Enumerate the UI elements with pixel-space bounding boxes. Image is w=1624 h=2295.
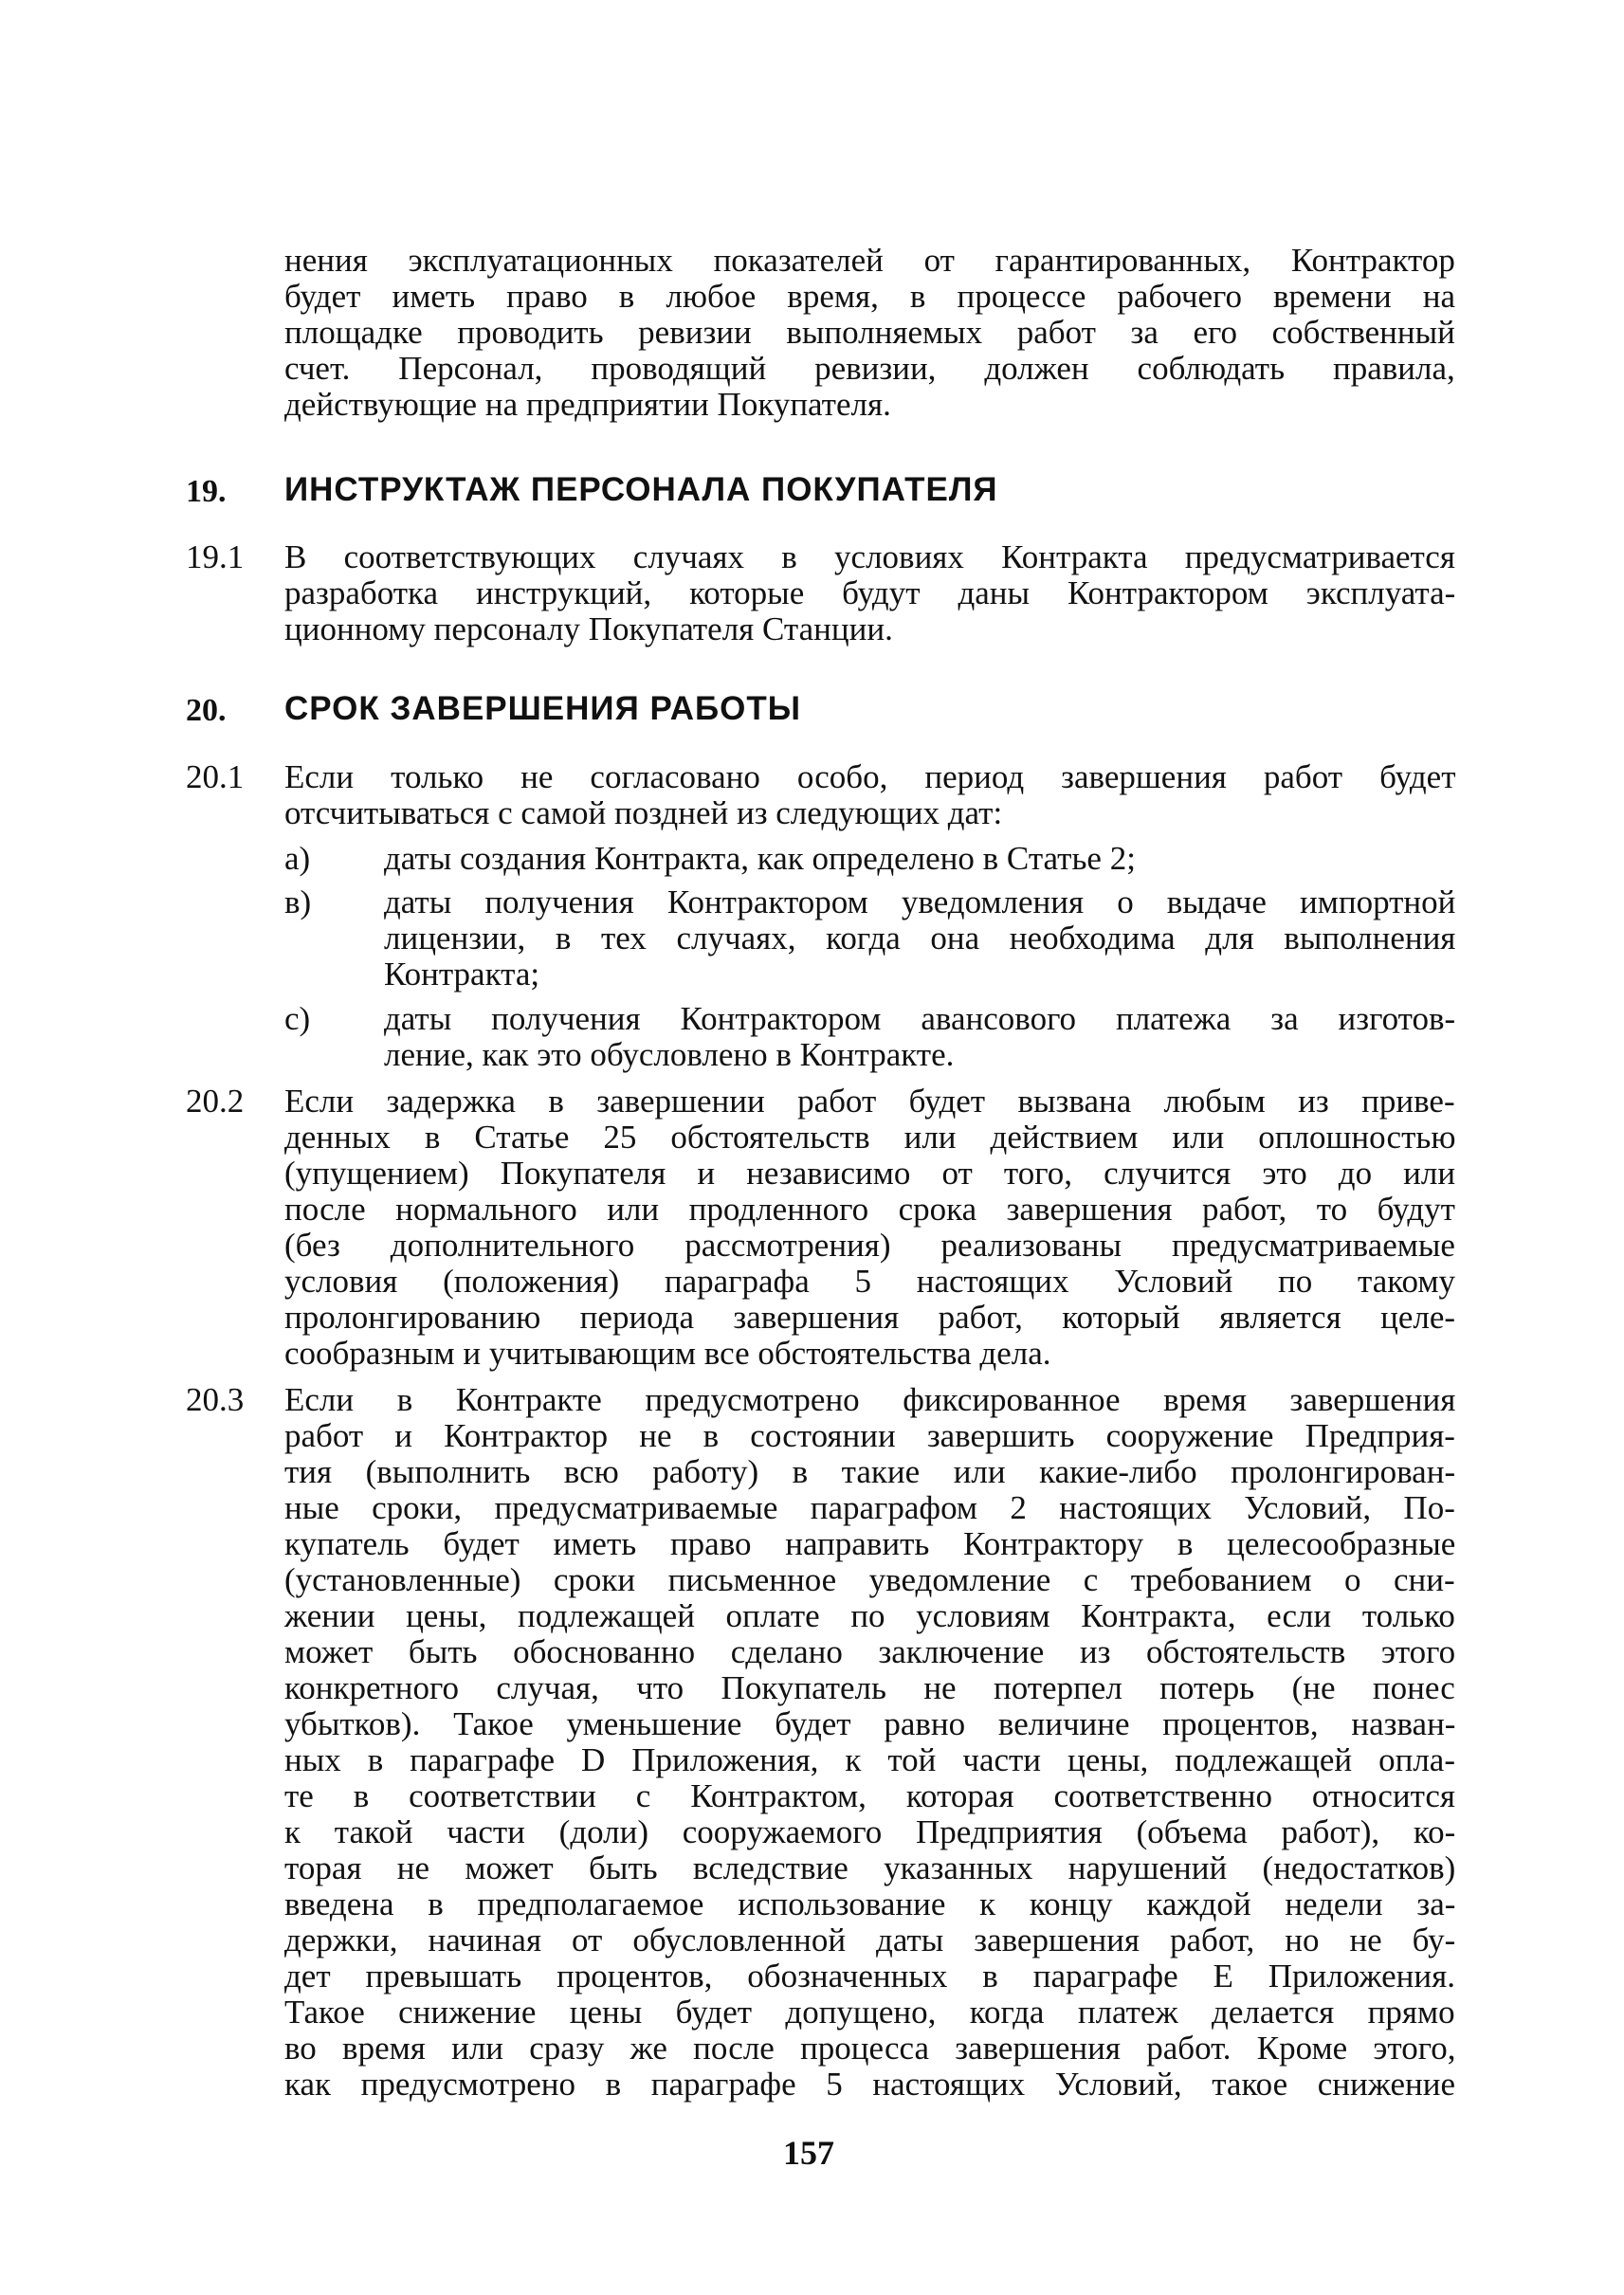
text-line: сообразным и учитывающим все обстоятельства дела. xyxy=(284,1335,1051,1372)
text-line: дет превышать процентов, обозначенных в параграфе Е Приложения. xyxy=(284,1958,1455,1994)
text-line: Если в Контракте предусмотрено фиксированное время завершения xyxy=(284,1381,1456,1418)
text-line: держки, начиная от обусловленной даты завершения работ, но не бу- xyxy=(284,1922,1456,1958)
text-line: Такое снижение цены будет допущено, когда платеж делается прямо xyxy=(284,1994,1455,2031)
list-item-label: в) xyxy=(284,883,312,920)
section-20-title: СРОК ЗАВЕРШЕНИЯ РАБОТЫ xyxy=(284,690,802,727)
section-20-number: 20. xyxy=(186,693,227,728)
text-line: Если задержка в завершении работ будет вызвана любым из приве- xyxy=(284,1083,1455,1120)
text-line: Если только не согласовано особо, период завершения работ будет xyxy=(284,758,1456,795)
list-item-label: а) xyxy=(284,840,311,877)
text-line: площадке проводить ревизии выполняемых работ за его собственный xyxy=(284,314,1455,351)
clause-20-2-number: 20.2 xyxy=(186,1083,245,1120)
text-line: убытков). Такое уменьшение будет равно величине процентов, назван- xyxy=(284,1705,1456,1742)
text-line: отсчитываться с самой поздней из следующих дат: xyxy=(284,794,1003,831)
section-19-number: 19. xyxy=(186,474,227,509)
text-line: жении цены, подлежащей оплате по условиям Контракта, если только xyxy=(284,1597,1455,1634)
text-line: условия (положения) параграфа 5 настоящих Условий по такому xyxy=(284,1263,1456,1300)
text-line: торая не может быть вследствие указанных нарушений (недостатков) xyxy=(284,1849,1456,1886)
text-line: ных в параграфе D Приложения, к той части цены, подлежащей опла- xyxy=(284,1741,1455,1778)
text-line: как предусмотрено в параграфе 5 настоящих Условий, такое снижение xyxy=(284,2066,1456,2103)
text-line: В соответствующих случаях в условиях Контракта предусматривается xyxy=(284,538,1455,575)
text-line: ные сроки, предусматриваемые параграфом 2 настоящих Условий, По- xyxy=(284,1489,1455,1526)
text-line: (без дополнительного рассмотрения) реализованы предусматриваемые xyxy=(284,1227,1455,1264)
text-line: счет. Персонал, проводящий ревизии, должен соблюдать правила, xyxy=(284,350,1455,387)
list-item-text: ление, как это обусловлено в Контракте. xyxy=(384,1036,955,1073)
page-number: 157 xyxy=(783,2134,834,2172)
text-line: может быть обоснованно сделано заключение из обстоятельств этого xyxy=(284,1633,1456,1670)
text-line: работ и Контрактор не в состоянии завершить сооружение Предприя- xyxy=(284,1417,1455,1454)
text-line: введена в предполагаемое использование к концу каждой недели за- xyxy=(284,1885,1456,1922)
text-line: (установленные) сроки письменное уведомление с требованием о сни- xyxy=(284,1561,1455,1598)
text-line: те в соответствии с Контрактом, которая соответственно относится xyxy=(284,1777,1455,1814)
text-line: после нормального или продленного срока завершения работ, то будут xyxy=(284,1191,1455,1228)
text-line: во время или сразу же после процесса завершения работ. Кроме этого, xyxy=(284,2030,1456,2067)
text-line: конкретного случая, что Покупатель не потерпел потерь (не понес xyxy=(284,1669,1455,1706)
text-line: денных в Статье 25 обстоятельств или действием или оплошностью xyxy=(284,1119,1456,1156)
text-line: ционному персоналу Покупателя Станции. xyxy=(284,610,893,647)
text-line: купатель будет иметь право направить Контрактору в целесообразные xyxy=(284,1525,1456,1562)
text-line: нения эксплуатационных показателей от гарантированных, Контрактор xyxy=(284,242,1455,279)
text-line: разработка инструкций, которые будут даны Контрактором эксплуата- xyxy=(284,574,1456,611)
clause-20-3-number: 20.3 xyxy=(186,1381,245,1418)
list-item-text: даты получения Контрактором авансового платежа за изготов- xyxy=(384,1000,1456,1037)
list-item-text: даты создания Контракта, как определено в Статье 2; xyxy=(384,840,1136,877)
list-item-text: Контракта; xyxy=(384,956,540,993)
list-item-label: с) xyxy=(284,1000,311,1037)
text-line: (упущением) Покупателя и независимо от того, случится это до или xyxy=(284,1155,1456,1192)
clause-19-1-number: 19.1 xyxy=(186,538,245,575)
text-line: действующие на предприятии Покупателя. xyxy=(284,386,891,423)
clause-20-1-number: 20.1 xyxy=(186,758,245,795)
text-line: к такой части (доли) сооружаемого Предприятия (объема работ), ко- xyxy=(284,1813,1456,1850)
section-19-title: ИНСТРУКТАЖ ПЕРСОНАЛА ПОКУПАТЕЛЯ xyxy=(284,471,998,508)
text-line: тия (выполнить всю работу) в такие или какие-либо пролонгирован- xyxy=(284,1453,1456,1490)
list-item-text: лицензии, в тех случаях, когда она необходима для выполнения xyxy=(384,920,1456,956)
text-line: пролонгированию периода завершения работ, который является целе- xyxy=(284,1299,1456,1336)
list-item-text: даты получения Контрактором уведомления о выдаче импортной xyxy=(384,883,1456,920)
text-line: будет иметь право в любое время, в процессе рабочего времени на xyxy=(284,278,1456,315)
